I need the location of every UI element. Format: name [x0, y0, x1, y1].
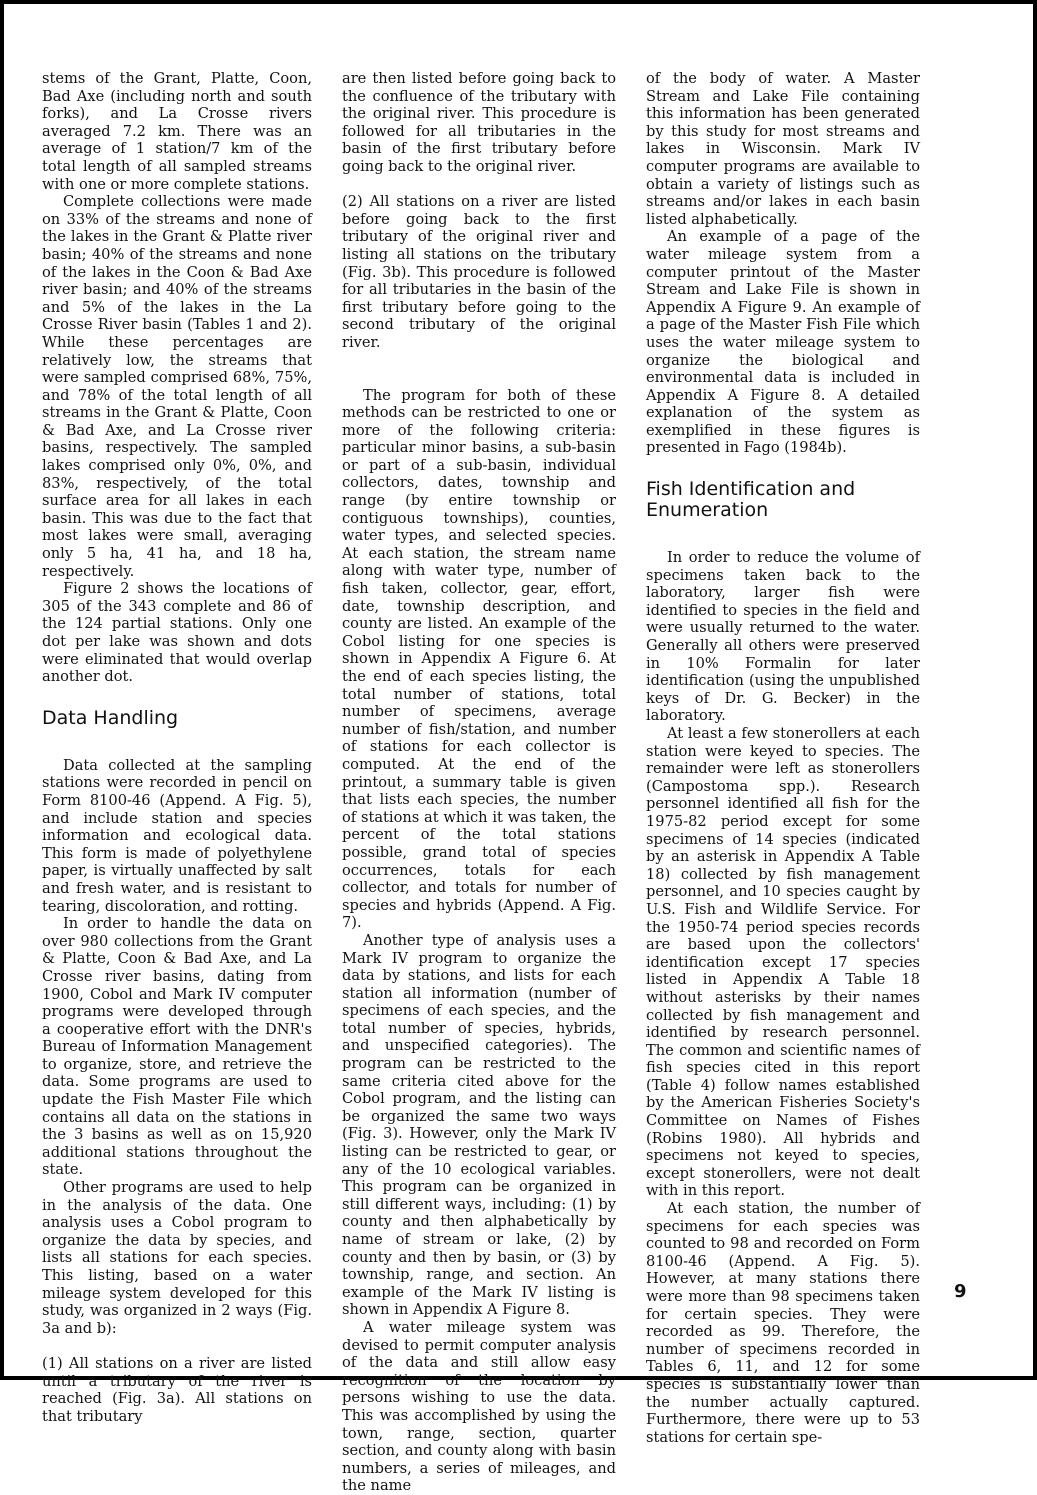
paragraph: of the body of water. A Master Stream and Lake File containing this information has been generated by this study for most streams and lakes in Wisconsin. Mark IV computer programs are available to obtain a variety of listings such as streams and/or lakes in each basin listed alphabetically. [646, 70, 920, 228]
section-heading-data-handling: Data Handling [42, 706, 179, 729]
top-border [0, 0, 1037, 4]
paragraph: At each station, the number of specimens for each species was counted to 98 and recorded on Form 8100-46 (Append. A Fig. 5). However, at many stations there were more than 98 specimens taken for certain species. They were recorded as 99. Therefore, the number of specimens recorded in Tables 6, 11, and 12 for some species is substantially lower than the number actually captured. Furthermore, there were up to 53 stations for certain spe- [646, 1200, 920, 1446]
paragraph: In order to reduce the volume of specimens taken back to the laboratory, larger fish were identified to species in the field and were usually returned to the water. Generally all others were preserved in 10% Formalin for later identification (using the unpublished keys of Dr. G. Becker) in the laboratory. [646, 549, 920, 725]
paragraph: At least a few stonerollers at each station were keyed to species. The remainder were left as stonerollers (Campostoma spp.). Research personnel identified all fish for the 1975-82 period except for some specimens of 14 species (indicated by an asterisk in Appendix A Table 18) collected by fish management personnel, and 10 species caught by U.S. Fish and Wildlife Service. For the 1950-74 period species records are based upon the collectors' identification except 17 species listed in Appendix A Table 18 without asterisks by their names collected by fish management and identified by research personnel. The common and scientific names of fish species cited in this report (Table 4) follow names established by the American Fisheries Society's Committee on Names of Fishes (Robins 1980). All hybrids and specimens not keyed to species, except stonerollers, were not dealt with in this report. [646, 725, 920, 1200]
paragraph: stems of the Grant, Platte, Coon, Bad Axe (including north and south forks), and La Crosse rivers averaged 7.2 km. There was an average of 1 station/7 km of the total length of all sampled streams with one or more complete stations. [42, 70, 312, 193]
paragraph: Data collected at the sampling stations were recorded in pencil on Form 8100-46 (Append. A Fig. 5), and include station and species information and ecological data. This form is made of polyethylene paper, is virtually unaffected by salt and fresh water, and is resistant to tearing, discoloration, and rotting. [42, 756, 312, 915]
paragraph: Figure 2 shows the locations of 305 of the 343 complete and 86 of the 124 partial stations. Only one dot per lake was shown and dots were eliminated that would overlap another dot. [42, 580, 312, 686]
page-number: 9 [954, 1281, 967, 1302]
column-1 [42, 70, 312, 1425]
paragraph: (1) All stations on a river are listed until a tributary of the river is reached (Fig. 3a). All stations on that tributary [42, 1354, 312, 1425]
column-3 [646, 70, 920, 1446]
paragraph: Other programs are used to help in the analysis of the data. One analysis uses a Cobol program to organize the data by species, and lists all stations for each species. This listing, based on a water mileage system developed for this study, was organized in 2 ways (Fig. 3a and b): [42, 1179, 312, 1337]
paragraph: A water mileage system was devised to permit computer analysis of the data and still allow easy recognition of the location by persons wishing to use the data. This was accomplished by using the town, range, section, quarter section, and county along with basin numbers, a series of mileages, and the name [342, 1318, 616, 1495]
paragraph: Complete collections were made on 33% of the streams and none of the lakes in the Grant & Platte river basin; 40% of the streams and none of the lakes in the Coon & Bad Axe river basin; and 40% of the streams and 5% of the lakes in the La Crosse River basin (Tables 1 and 2). While these percentages are relatively low, the streams that were sampled comprised 68%, 75%, and 78% of the total length of all streams in the Grant & Platte, Coon & Bad Axe, and La Crosse river basins, respectively. The sampled lakes comprised only 0%, 0%, and 83%, respectively, of the total surface area for all lakes in each basin. This was due to the fact that most lakes were small, averaging only 5 ha, 41 ha, and 18 ha, respectively. [42, 193, 312, 580]
paragraph: are then listed before going back to the confluence of the tributary with the original river. This procedure is followed for all tributaries in the basin of the first tributary before going back to the original river. [342, 70, 616, 175]
paragraph: The program for both of these methods can be restricted to one or more of the following criteria: particular minor basins, a sub-basin or part of a sub-basin, individual collectors, dates, township and range (by entire township or contiguous townships), counties, water types, and selected species. At each station, the stream name along with water type, number of fish taken, collector, gear, effort, date, township description, and county are listed. An example of the Cobol listing for one species is shown in Appendix A Figure 6. At the end of each species listing, the total number of stations, total number of specimens, average number of fish/station, and number of stations for each collector is computed. At the end of the printout, a summary table is given that lists each species, the number of stations at which it was taken, the percent of the total stations possible, grand total of species occurrences, totals for each collector, and totals for number of species and hybrids (Append. A Fig. 7). [342, 386, 616, 932]
left-border [0, 0, 4, 1380]
section-heading-fish-identification: Fish Identification and Enumeration [646, 478, 856, 522]
paragraph: An example of a page of the water mileage system from a computer printout of the Master Stream and Lake File is shown in Appendix A Figure 9. An example of a page of the Master Fish File which uses the water mileage system to organize the biological and environmental data is included in Appendix A Figure 8. A detailed explanation of the system as exemplified in these figures is presented in Fago (1984b). [646, 228, 920, 457]
right-border [1033, 0, 1037, 1380]
paragraph: (2) All stations on a river are listed before going back to the first tributary of the original river and listing all stations on the tributary (Fig. 3b). This procedure is followed for all tributaries in the basin of the first tributary before going to the second tributary of the original river. [342, 193, 616, 351]
paragraph: In order to handle the data on over 980 collections from the Grant & Platte, Coon & Bad Axe, and La Crosse river basins, dating from 1900, Cobol and Mark IV computer programs were developed through a cooperative effort with the DNR's Bureau of Information Management to organize, store, and retrieve the data. Some programs are used to update the Fish Master File which contains all data on the stations in the 3 basins as well as on 15,920 additional stations throughout the state. [42, 915, 312, 1179]
column-2 [342, 70, 616, 1495]
paragraph: Another type of analysis uses a Mark IV program to organize the data by stations, and lists for each station all information (number of specimens of each species, and the total number of species, hybrids, and unspecified categories). The program can be restricted to the same criteria cited above for the Cobol program, and the listing can be organized the same two ways (Fig. 3). However, only the Mark IV listing can be restricted to gear, or any of the 10 ecological variables. This program can be organized in still different ways, including: (1) by county and then alphabetically by name of stream or lake, (2) by county and then by basin, or (3) by township, range, and section. An example of the Mark IV listing is shown in Appendix A Figure 8. [342, 931, 616, 1319]
